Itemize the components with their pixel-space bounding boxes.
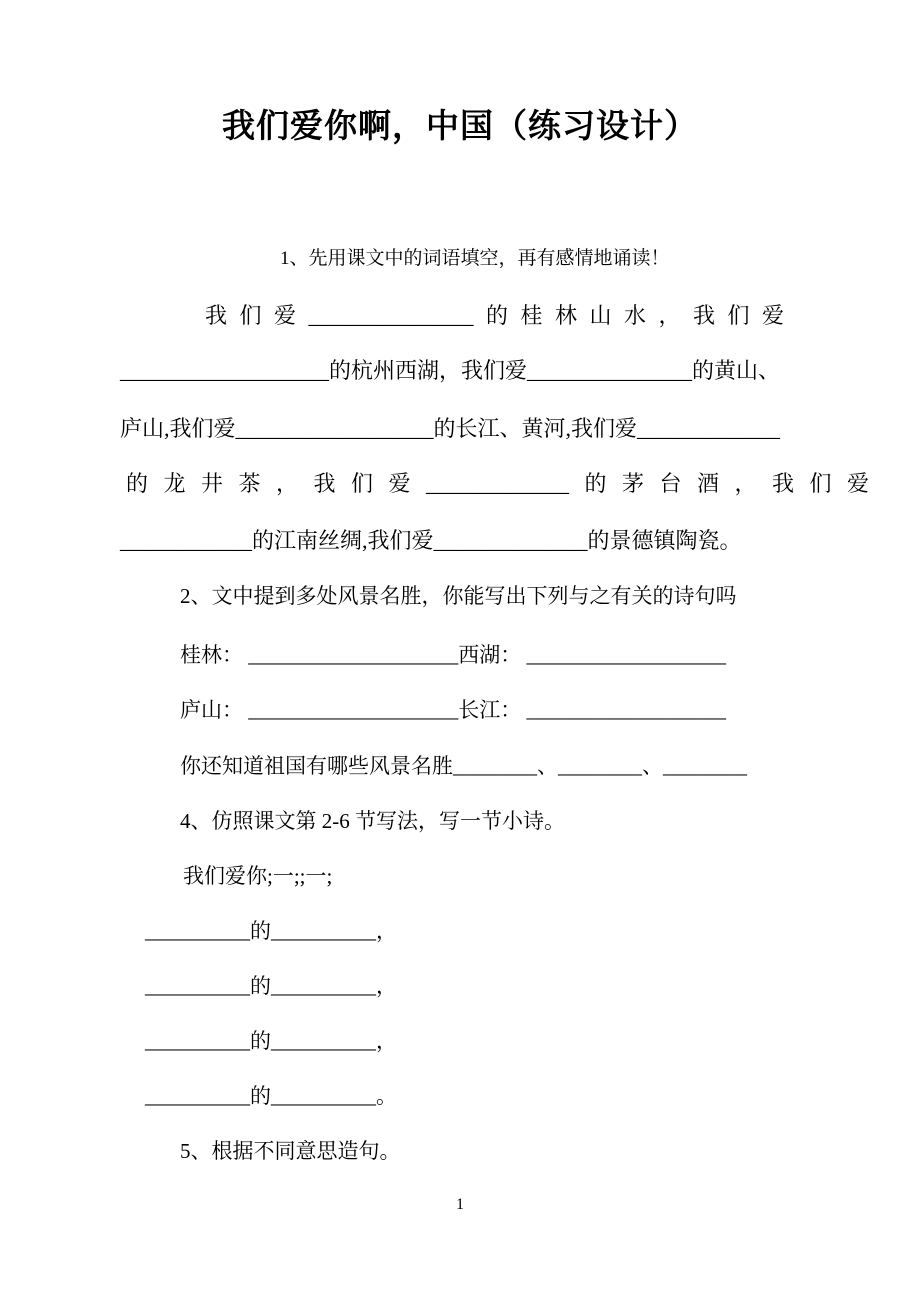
- question-2-prompt: 2、文中提到多处风景名胜，你能写出下列与之有关的诗句吗: [180, 584, 737, 608]
- question-4-poem-opening: 我们爱你;一;;一;: [183, 864, 333, 888]
- question-4-poem-blank-line: __________的__________，: [145, 1029, 397, 1053]
- question-5-prompt: 5、根据不同意思造句。: [180, 1139, 401, 1163]
- question-2-line-guilin-xihu: 桂林： ____________________西湖： ___________________: [180, 643, 726, 667]
- question-4-poem-blank-line: __________的__________，: [145, 974, 397, 998]
- document-title: 我们爱你啊，中国（练习设计）: [222, 109, 698, 145]
- page-number: 1: [456, 1196, 464, 1213]
- question-1-prompt: 1、先用课文中的词语填空，再有感情地诵读！: [280, 248, 670, 269]
- fill-blank-line-sichou-taoci: ____________的江南丝绸,我们爱______________的景德镇陶瓷。: [120, 528, 742, 553]
- question-2-line-lushan-changjiang: 庐山： ____________________长江： ___________________: [180, 698, 726, 722]
- question-4-prompt: 4、仿照课文第 2-6 节写法，写一节小诗。: [180, 809, 565, 833]
- question-4-poem-blank-line: __________的__________。: [145, 1084, 397, 1108]
- fill-blank-line-lushan-changjiang: 庐山,我们爱__________________的长江、黄河,我们爱_____________: [120, 416, 781, 441]
- fill-blank-line-xihu-huangshan: ___________________的杭州西湖，我们爱_______________的黄山、: [120, 358, 781, 383]
- question-4-poem-blank-line: __________的__________，: [145, 919, 397, 943]
- fill-blank-line-longjing-maotai: 的 龙 井 茶 ， 我 们 爱 _____________ 的 茅 台 酒 ， 我 们 爱: [126, 471, 870, 496]
- question-2-more-scenic-spots: 你还知道祖国有哪些风景名胜________、________、________: [180, 754, 747, 778]
- fill-blank-line-guilin: 我 们 爱 _______________ 的 桂 林 山 水 ， 我 们 爱: [205, 303, 785, 328]
